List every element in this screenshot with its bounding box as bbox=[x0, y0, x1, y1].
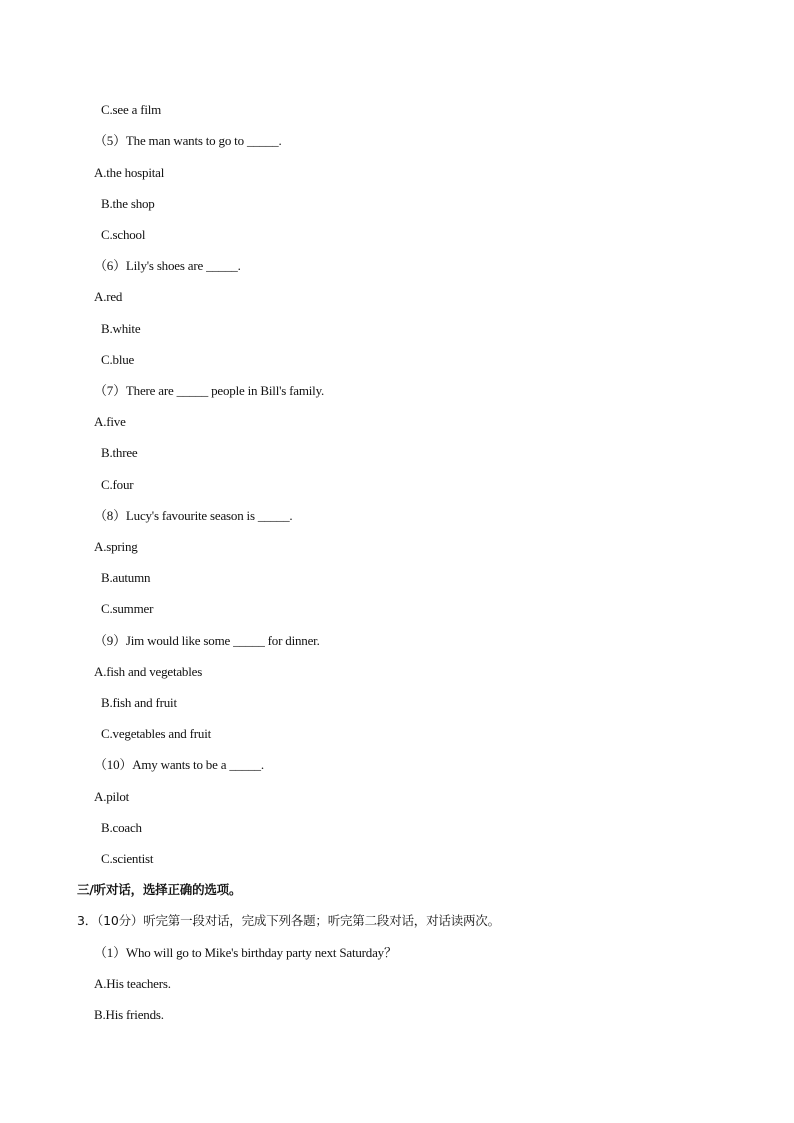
option-a: A.red bbox=[94, 289, 123, 304]
question-6: （6）Lily's shoes are _____. bbox=[94, 258, 241, 273]
option-a: A.His teachers. bbox=[94, 976, 171, 991]
option-a: A.pilot bbox=[94, 789, 130, 804]
question-8: （8）Lucy's favourite season is _____. bbox=[94, 508, 293, 523]
option-b: B.white bbox=[101, 321, 141, 336]
section-heading: 三/听对话，选择正确的选项。 bbox=[77, 882, 242, 897]
option-c: C.summer bbox=[101, 601, 154, 616]
option-a: A.the hospital bbox=[94, 165, 165, 180]
option-c: C.blue bbox=[101, 352, 135, 367]
question-3-1: （1）Who will go to Mike's birthday party next Saturday？ bbox=[94, 945, 397, 960]
question-3-instruction: 3．（10分）听完第一段对话，完成下列各题；听完第二段对话，对话读两次。 bbox=[77, 913, 500, 928]
question-10: （10）Amy wants to be a _____. bbox=[94, 757, 264, 772]
option-c: C.scientist bbox=[101, 851, 154, 866]
option-b: B.coach bbox=[101, 820, 142, 835]
option-b: B.His friends. bbox=[94, 1007, 164, 1022]
option-a: A.spring bbox=[94, 539, 138, 554]
option-b: B.three bbox=[101, 445, 138, 460]
question-5: （5）The man wants to go to _____. bbox=[94, 133, 282, 148]
option-c: C.vegetables and fruit bbox=[101, 726, 212, 741]
question-9: （9）Jim would like some _____ for dinner. bbox=[94, 633, 320, 648]
option-a: A.fish and vegetables bbox=[94, 664, 203, 679]
option-b: B.autumn bbox=[101, 570, 151, 585]
option-b: B.fish and fruit bbox=[101, 695, 177, 710]
option-c: C.four bbox=[101, 477, 134, 492]
option-c: C.school bbox=[101, 227, 146, 242]
option-a: A.five bbox=[94, 414, 126, 429]
option-b: B.the shop bbox=[101, 196, 155, 211]
option-c: C.see a film bbox=[101, 102, 162, 117]
question-7: （7）There are _____ people in Bill's family. bbox=[94, 383, 325, 398]
